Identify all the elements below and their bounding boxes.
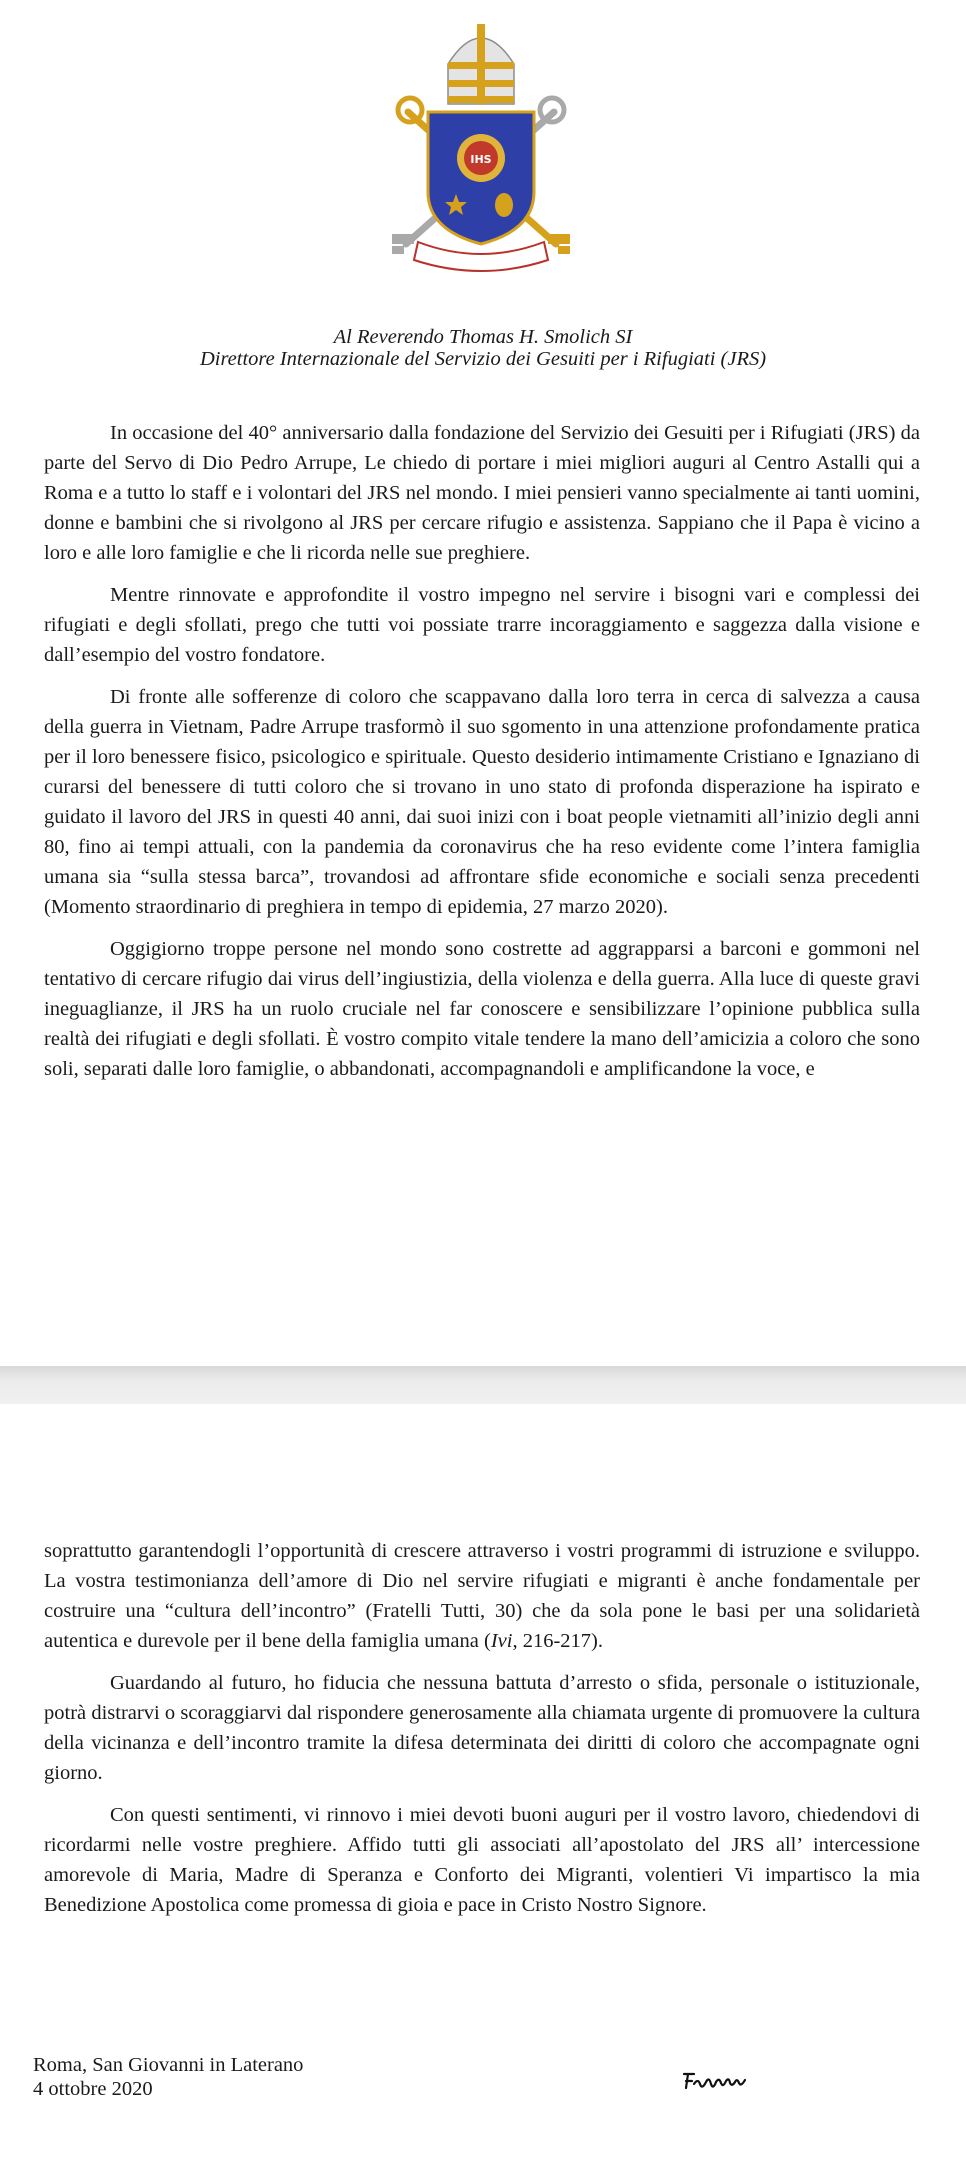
page-divider <box>0 1366 966 1404</box>
letter-closing <box>33 2053 303 2101</box>
paragraph-3: Di fronte alle sofferenze di coloro che scappavano dalla loro terra in cerca di salvezza a causa della guerra in Vietnam, Padre Arrupe trasformò il suo sgomento in una attenzione profondamente pratica per il loro benessere fisico, psicologico e spirituale. Questo desiderio intimamente Cristiano e Ignaziano di curarsi del benessere di tutti coloro che si trovano in uno stato di profonda disperazione ha ispirato e guidato il lavoro del JRS in questi 40 anni, dai suoi inizi con i boat people vietnamiti all’inizio degli anni 80, fino ai tempi attuali, con la pandemia da coronavirus che ha reso evidente come l’intera famiglia umana sia “sulla stessa barca”, trovandosi ad affrontare sfide economiche e sociali senza precedenti (Momento straordinario di preghiera in tempo di epidemia, 27 marzo 2020). <box>44 686 920 918</box>
closing-place: Roma, San Giovanni in Laterano <box>33 2054 304 2076</box>
signature-icon <box>680 2068 760 2094</box>
citation-ivi: Ivi <box>490 1630 513 1652</box>
letter-body-page-1 <box>44 418 920 1096</box>
closing-date: 4 ottobre 2020 <box>33 2078 153 2100</box>
coat-of-arms-icon <box>388 16 574 278</box>
recipient-title: Direttore Internazionale del Servizio dei Gesuiti per i Rifugiati (JRS) <box>199 348 767 370</box>
recipient-name: Al Reverendo Thomas H. Smolich SI <box>333 326 633 348</box>
letter-body-page-2 <box>44 1536 920 1932</box>
citation-pages: , 216-217). <box>512 1630 603 1652</box>
paragraph-4: Oggigiorno troppe persone nel mondo sono costrette ad aggrapparsi a barconi e gommoni nel tentativo di cercare rifugio dai virus dell’ingiustizia, della violenza e della guerra. Alla luce di queste gravi ineguaglianze, il JRS ha un ruolo cruciale nel far conoscere e sensibilizzare l’opinione pubblica sulla realtà dei rifugiati e degli sfollati. È vostro compito vitale tendere la mano dell’amicizia a coloro che sono soli, separati dalle loro famiglie, o abbandonati, accompagnandoli e amplificandone la voce, e <box>44 938 920 1080</box>
paragraph-2: Mentre rinnovate e approfondite il vostro impegno nel servire i bisogni vari e complessi dei rifugiati e degli sfollati, prego che tutti voi possiate trarre incoraggiamento e saggezza dalla visione e dall’esempio del vostro fondatore. <box>44 584 920 666</box>
recipient-address <box>0 326 966 370</box>
paragraph-6: Con questi sentimenti, vi rinnovo i miei devoti buoni auguri per il vostro lavoro, chiedendovi di ricordarmi nelle vostre preghiere. Affido tutti gli associati all’apostolato del JRS all’ intercessione amorevole di Maria, Madre di Speranza e Conforto dei Migranti, volentieri Vi impartisco la mia Benedizione Apostolica come promessa di gioia e pace in Cristo Nostro Signore. <box>44 1804 920 1916</box>
paragraph-1: In occasione del 40° anniversario dalla fondazione del Servizio dei Gesuiti per i Rifugiati (JRS) da parte del Servo di Dio Pedro Arrupe, Le chiedo di portare i miei migliori auguri al Centro Astalli qui a Roma e a tutto lo staff e i volontari del JRS nel mondo. I miei pensieri vanno specialmente ai tanti uomini, donne e bambini che si rivolgono al JRS per cercare rifugio e assistenza. Sappiano che il Papa è vicino a loro e alle loro famiglie e che li ricorda nelle sue preghiere. <box>44 422 920 564</box>
paragraph-continuation <box>44 1536 920 1656</box>
continuation-text: soprattutto garantendogli l’opportunità di crescere attraverso i vostri programmi di istruzione e sviluppo. La vostra testimonianza dell’amore di Dio nel servire rifugiati e migranti è anche fondamentale per costruire una “cultura dell’incontro” (Fratelli Tutti, 30) che da sola pone le basi per una solidarietà autentica e durevole per il bene della famiglia umana ( <box>44 1540 920 1652</box>
paragraph-5: Guardando al futuro, ho fiducia che nessuna battuta d’arresto o sfida, personale o istituzionale, potrà distrarvi o scoraggiarvi dal rispondere generosamente alla chiamata urgente di promuovere la cultura della vicinanza e dell’incontro tramite la difesa determinata dei diritti di coloro che accompagnate ogni giorno. <box>44 1672 920 1784</box>
svg-text:IHS: IHS <box>470 153 492 166</box>
